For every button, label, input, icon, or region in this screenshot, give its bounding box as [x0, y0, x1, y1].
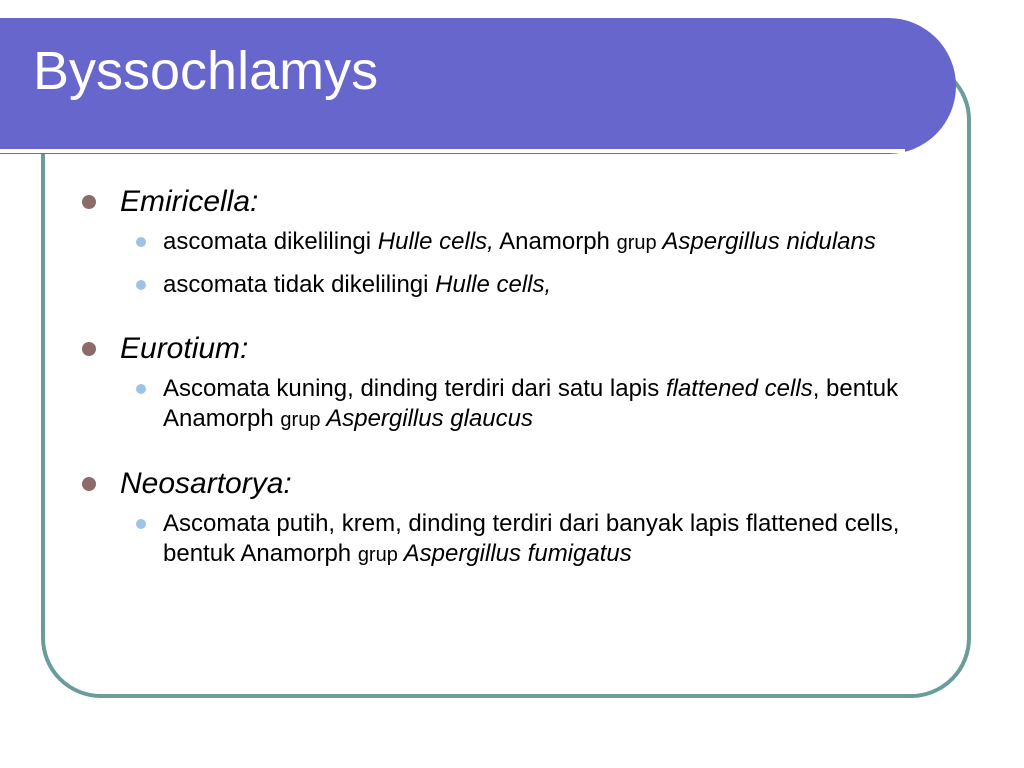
bullet-heading: Eurotium: — [120, 332, 249, 365]
sub-bullet-small: grup — [616, 232, 657, 254]
sub-bullet-italic: Aspergillus nidulans — [656, 228, 876, 255]
sub-bullet-item — [80, 227, 960, 258]
sub-bullet-italic: Hulle cells, — [377, 228, 494, 255]
sub-bullet-italic: Aspergillus fumigatus — [397, 540, 632, 567]
sub-bullet-item — [80, 270, 960, 300]
bullet-item — [80, 330, 960, 368]
bullet-group-emiricella — [80, 183, 960, 300]
bullet-group-neosartorya — [80, 465, 960, 570]
sub-bullet-item — [80, 509, 960, 570]
bullet-heading: Emiricella: — [120, 185, 259, 218]
bullet-item — [80, 465, 960, 503]
slide-title: Byssochlamys — [33, 41, 379, 101]
sub-bullet-text: Anamorph — [493, 228, 617, 255]
sub-bullet-text: , bentuk Anamorph — [163, 375, 899, 432]
sub-bullet-icon — [136, 384, 146, 394]
sub-bullet-text: ascomata tidak dikelilingi — [163, 271, 436, 298]
sub-bullet-italic: Aspergillus glaucus — [320, 405, 533, 432]
title-underline — [0, 149, 905, 153]
sub-bullet-text: Ascomata kuning, dinding terdiri dari satu lapis — [163, 375, 666, 402]
sub-bullet-icon — [136, 280, 146, 290]
sub-bullet-item — [80, 374, 960, 435]
slide-body — [80, 183, 960, 600]
sub-bullet-italic: Hulle cells, — [435, 271, 552, 298]
bullet-icon — [82, 342, 96, 356]
bullet-heading: Neosartorya: — [120, 467, 292, 500]
sub-bullet-icon — [136, 237, 146, 247]
sub-bullet-small: grup — [357, 544, 398, 566]
bullet-icon — [82, 195, 96, 209]
sub-bullet-italic: flattened cells — [665, 375, 813, 402]
sub-bullet-small: grup — [280, 409, 321, 431]
bullet-group-eurotium — [80, 330, 960, 435]
bullet-item — [80, 183, 960, 221]
sub-bullet-text: ascomata dikelilingi — [163, 228, 378, 255]
sub-bullet-icon — [136, 519, 146, 529]
bullet-icon — [82, 477, 96, 491]
sub-bullet-text: Ascomata putih, krem, dinding terdiri dari banyak lapis flattened cells, bentuk Anamorph — [163, 510, 900, 567]
